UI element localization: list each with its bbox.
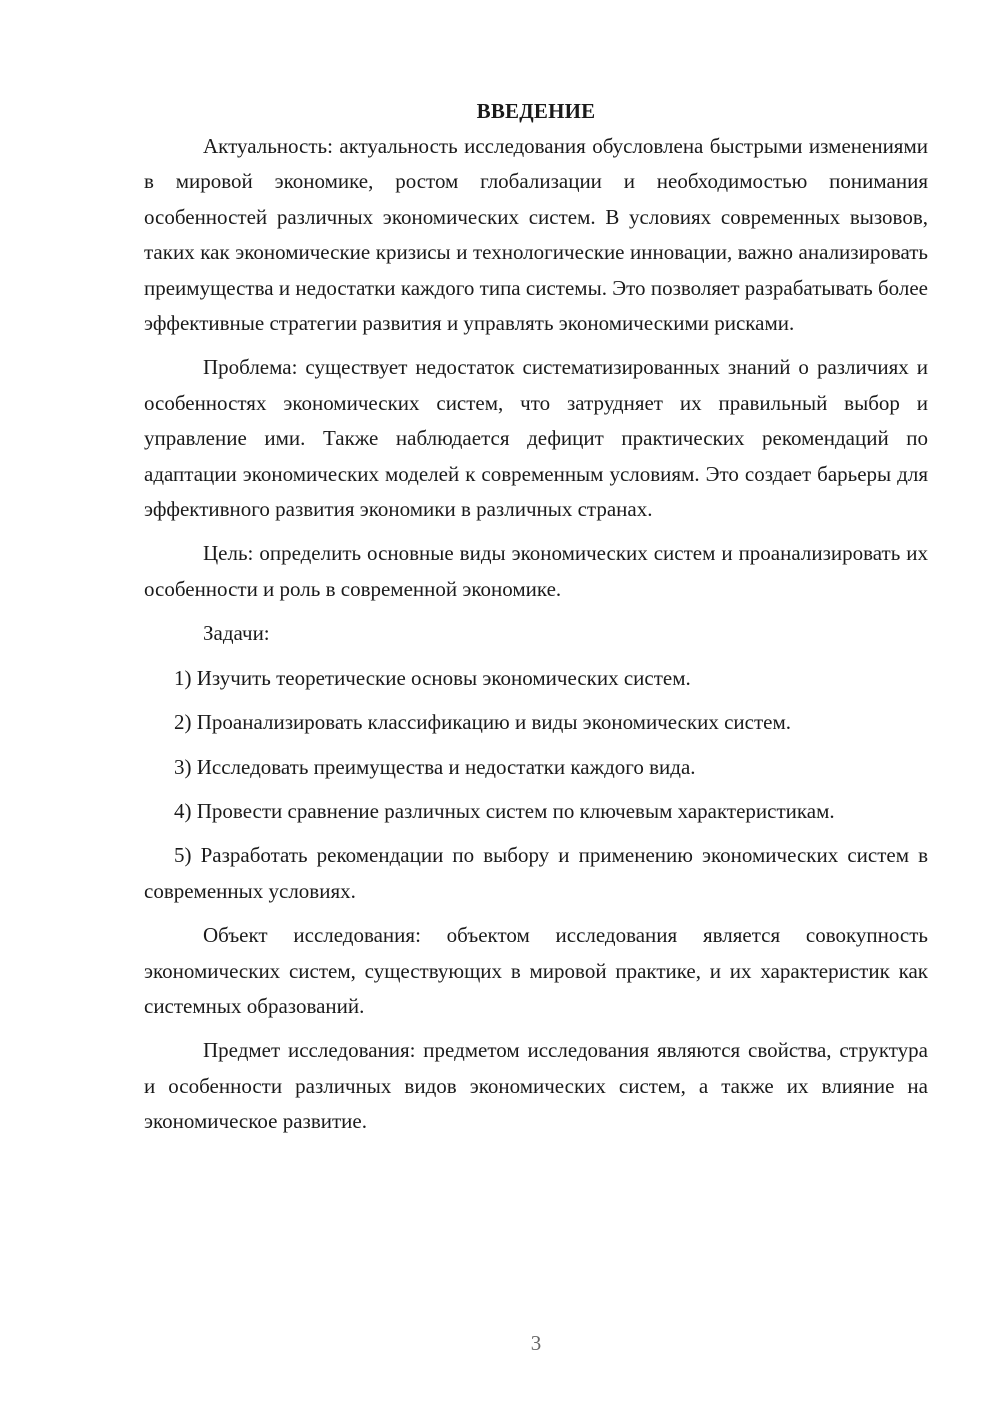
goal-paragraph: Цель: определить основные виды экономических систем и проанализировать их особенности и роль в современной экономике. [144, 541, 928, 601]
tasks-heading: Задачи: [203, 621, 270, 646]
problem-paragraph: Проблема: существует недостаток систематизированных знаний о различиях и особенностях экономических систем, что затрудняет их правильный выбор и управление ими. Также наблюдается дефицит практических рекомендаций по адаптации экономических моделей к современным условиям. Это создает барьеры для эффективного развития экономики в различных странах. [144, 355, 928, 522]
object-paragraph: Объект исследования: объектом исследования является совокупность экономических систем, существующих в мировой практике, и их характеристик как системных образований. [144, 923, 928, 1018]
page-content [144, 94, 928, 1140]
task-item: 4) Провести сравнение различных систем по ключевым характеристикам. [174, 798, 835, 823]
task-item: 3) Исследовать преимущества и недостатки каждого вида. [174, 754, 696, 779]
subject-paragraph: Предмет исследования: предметом исследования являются свойства, структура и особенности различных видов экономических систем, а также их влияние на экономическое развитие. [144, 1038, 928, 1134]
relevance-paragraph: Актуальность: актуальность исследования обусловлена быстрыми изменениями в мировой экономике, ростом глобализации и необходимостью понимания особенностей различных экономических систем. В условиях современных вызовов, таких как экономические кризисы и технологические инновации, важно анализировать преимущества и недостатки каждого типа системы. Это позволяет разрабатывать более эффективные стратегии развития и управлять экономическими рисками. [144, 134, 928, 336]
task-item: 2) Проанализировать классификацию и виды экономических систем. [174, 710, 792, 735]
page-number: 3 [530, 1331, 542, 1355]
page-title: ВВЕДЕНИЕ [476, 99, 596, 123]
task-item: 5) Разработать рекомендации по выбору и применению экономических систем в современных условиях. [144, 843, 928, 903]
task-item: 1) Изучить теоретические основы экономических систем. [174, 665, 691, 690]
